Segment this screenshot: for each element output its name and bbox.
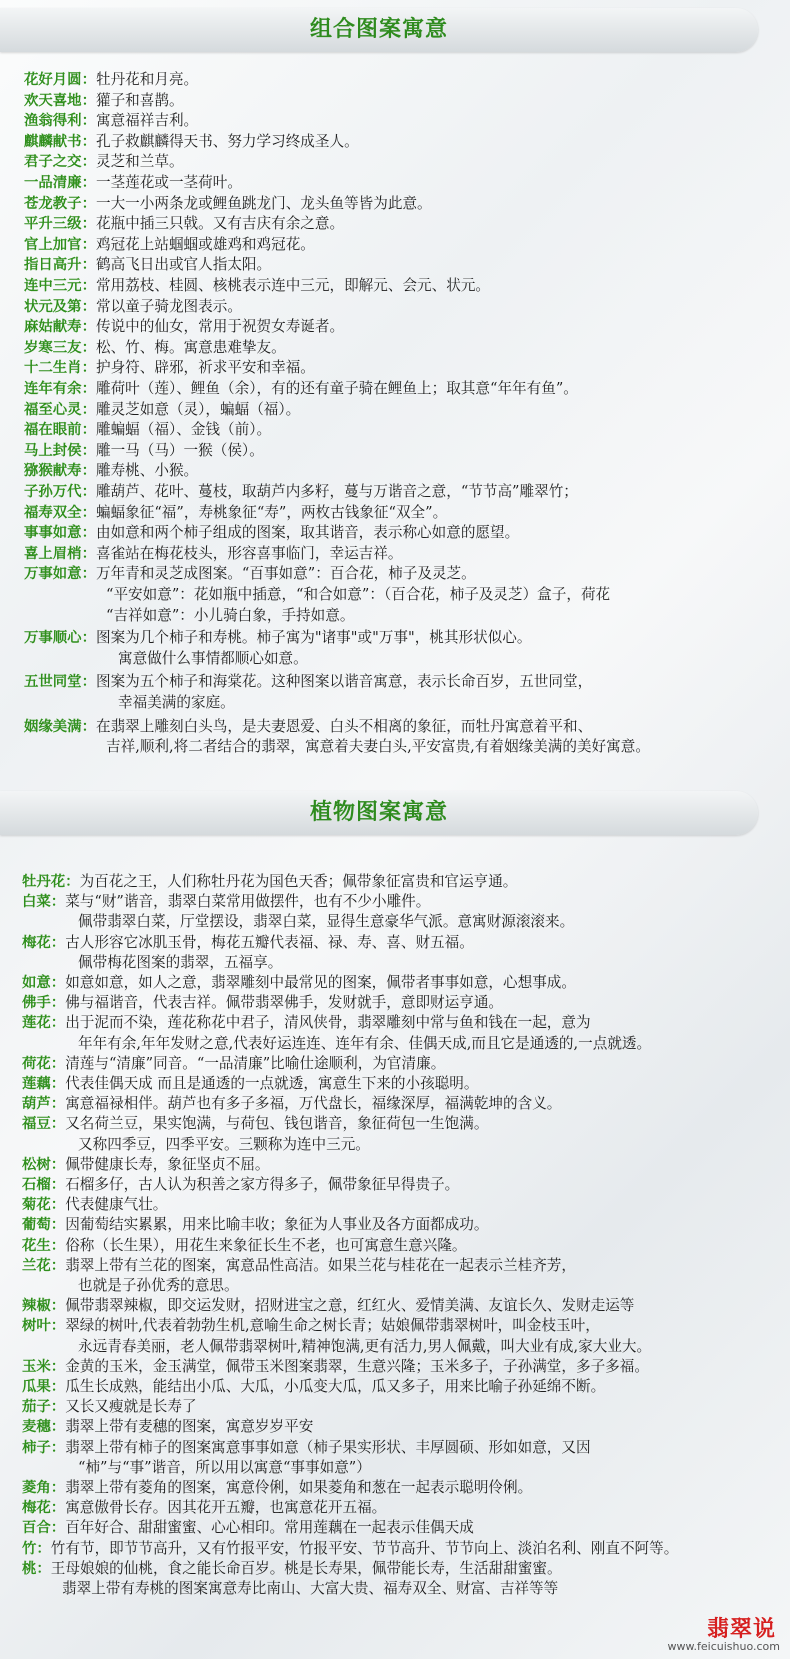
item-term: 花生： bbox=[22, 1237, 66, 1254]
section-banner-combined bbox=[0, 8, 758, 52]
item-term: 欢天喜地： bbox=[24, 92, 96, 109]
item-term: 麻姑献寿： bbox=[24, 319, 96, 336]
item-description: 鸡冠花上站蝈蝈或雄鸡和鸡冠花。 bbox=[95, 235, 315, 253]
item-description-continued: 佩带翡翠白菜，厅堂摆设，翡翠白菜，显得生意豪华气派。意寓财源滚滚来。 bbox=[78, 913, 575, 931]
list-item bbox=[22, 1175, 459, 1195]
item-description: 翡翠上带有柿子的图案寓意事事如意（柿子果实形状、丰厚圆硕、形如如意，又因 bbox=[65, 1438, 591, 1456]
item-term: 菱角： bbox=[22, 1480, 66, 1496]
item-term: 岁寒三友： bbox=[24, 339, 96, 356]
item-term: 兰花： bbox=[22, 1257, 66, 1274]
list-item bbox=[22, 1114, 488, 1134]
item-description-continued: 翡翠上带有寿桃的图案寓意寿比南山、大富大贵、福寿双全、财富、吉祥等等 bbox=[62, 1580, 559, 1597]
item-description: 为百花之王，人们称牡丹花为国色天香；佩带象征富贵和官运亨通。 bbox=[79, 873, 518, 890]
list-item bbox=[24, 544, 402, 564]
list-item bbox=[22, 1438, 591, 1458]
item-description-continued: 吉祥,顺利,将二者结合的翡翠，寓意着夫妻白头,平安富贵,有着姻缘美满的美好寓意。 bbox=[106, 738, 650, 756]
list-item bbox=[22, 1236, 467, 1256]
item-term: 莲藕： bbox=[22, 1076, 66, 1092]
item-description: 松、竹、梅。寓意患难挚友。 bbox=[95, 338, 286, 356]
item-description: 常用荔枝、桂圆、核桃表示连中三元，即解元、会元、状元。 bbox=[95, 277, 491, 294]
item-description: 雕寿桃、小猴。 bbox=[95, 462, 199, 480]
item-description: 一大一小两条龙或鲤鱼跳龙门、龙头鱼等皆为此意。 bbox=[95, 194, 432, 212]
item-description-continued: 也就是子孙优秀的意思。 bbox=[78, 1277, 239, 1294]
item-description: 雕葫芦、花叶、蔓枝，取葫芦内多籽，蔓与万谐音之意，“节节高”雕翠竹； bbox=[95, 483, 578, 500]
item-description-continued: 永远青春美丽，老人佩带翡翠树叶,精神饱满,更有活力,男人佩戴，叫大业有成,家大业大。 bbox=[78, 1337, 652, 1355]
brand-logo: 翡翠说 bbox=[706, 1617, 776, 1642]
item-description-continued: “吉祥如意”：小儿骑白象，手持如意。 bbox=[106, 606, 355, 624]
item-description: 牡丹花和月亮。 bbox=[95, 71, 199, 88]
list-item bbox=[22, 1397, 197, 1417]
item-term: 莲花： bbox=[22, 1015, 66, 1032]
item-description: 花瓶中插三只戟。又有吉庆有余之意。 bbox=[95, 215, 345, 233]
item-description: 百年好合、甜甜蜜蜜、心心相印。常用莲藕在一起表示佳偶天成 bbox=[65, 1519, 474, 1537]
list-item bbox=[22, 1094, 561, 1114]
item-description: 石榴多仔，古人认为积善之家方得多子，佩带象征早得贵子。 bbox=[65, 1176, 460, 1193]
list-item bbox=[24, 132, 359, 152]
list-item bbox=[24, 173, 242, 193]
item-description: 因葡萄结实累累，用来比喻丰收；象征为人事业及各方面都成功。 bbox=[65, 1216, 489, 1234]
item-term: 指日高升： bbox=[24, 257, 96, 274]
item-term: 福在眼前： bbox=[24, 422, 96, 439]
item-term: 如意： bbox=[22, 975, 66, 991]
item-term: 状元及第： bbox=[24, 298, 96, 315]
item-description-continued: “柿”与“事”谐音，所以用以寓意“事事如意”） bbox=[78, 1458, 371, 1476]
item-description: 护身符、辟邪，祈求平安和幸福。 bbox=[95, 359, 315, 377]
item-description-continued: “平安如意”：花如瓶中插意，“和合如意”：（百合花，柿子及灵芝）盒子，荷花 bbox=[106, 586, 611, 603]
item-term: 福豆： bbox=[22, 1116, 66, 1133]
list-item bbox=[24, 482, 578, 502]
section-banner-plants bbox=[0, 791, 758, 835]
item-description: 孔子救麒麟得天书、努力学习终成圣人。 bbox=[95, 132, 359, 150]
item-term: 葫芦： bbox=[22, 1096, 66, 1113]
list-item bbox=[22, 872, 517, 892]
item-term: 瓜果： bbox=[22, 1379, 66, 1395]
item-term: 辣椒： bbox=[22, 1298, 66, 1315]
list-item bbox=[24, 297, 242, 317]
item-description: 翡翠上带有兰花的图案，寓意品性高洁。如果兰花与桂花在一起表示兰桂齐芳， bbox=[65, 1256, 576, 1274]
list-item bbox=[22, 1417, 313, 1437]
list-item bbox=[24, 717, 592, 737]
item-term: 平升三级： bbox=[24, 216, 96, 233]
item-description: 菜与“财”谐音，翡翠白菜常用做摆件，也有不少小雕件。 bbox=[65, 893, 431, 911]
list-item bbox=[22, 1054, 445, 1074]
list-item bbox=[22, 1478, 532, 1498]
list-item bbox=[24, 152, 184, 172]
site-url: www.feicuishuo.com bbox=[667, 1640, 780, 1653]
list-item bbox=[22, 1296, 634, 1316]
item-term: 花好月圆： bbox=[24, 72, 96, 88]
item-term: 松树： bbox=[22, 1156, 66, 1173]
list-item bbox=[24, 255, 271, 275]
list-item bbox=[24, 317, 344, 337]
list-item bbox=[22, 1498, 386, 1518]
item-description: 佩带健康长寿，象征坚贞不屈。 bbox=[65, 1155, 270, 1173]
item-term: 葡萄： bbox=[22, 1217, 66, 1234]
item-term: 柿子： bbox=[22, 1439, 66, 1456]
list-item bbox=[22, 993, 503, 1013]
list-item bbox=[22, 1256, 576, 1276]
list-item bbox=[22, 1539, 678, 1559]
list-item bbox=[24, 503, 447, 523]
item-description: 俗称（长生果），用花生来象征长生不老，也可寓意生意兴隆。 bbox=[65, 1236, 467, 1254]
item-description-continued: 幸福美满的家庭。 bbox=[118, 694, 235, 711]
item-description: 灵芝和兰草。 bbox=[95, 153, 184, 171]
item-description: 代表健康气壮。 bbox=[65, 1196, 168, 1214]
item-description: 图案为五个柿子和海棠花。这种图案以谐音寓意，表示长命百岁，五世同堂， bbox=[95, 673, 593, 691]
item-description: 雕一马（马）一猴（侯）。 bbox=[95, 441, 264, 459]
item-term: 玉米： bbox=[22, 1358, 66, 1375]
list-item bbox=[22, 1013, 591, 1033]
item-term: 渔翁得利： bbox=[24, 113, 96, 130]
list-item bbox=[24, 214, 344, 234]
item-description: 竹有节，即节节高升，又有竹报平安，竹报平安、节节高升、节节向上、淡泊名利、刚直不阿等。 bbox=[50, 1539, 679, 1557]
list-item bbox=[22, 892, 430, 912]
item-description-continued: 年年有余,年年发财之意,代表好运连连、连年有余、佳偶天成,而且它是通透的,一点就透。 bbox=[78, 1034, 652, 1052]
item-description: 佛与福谐音，代表吉祥。佩带翡翠佛手，发财就手，意即财运亨通。 bbox=[65, 994, 504, 1012]
section-title: 组合图案寓意 bbox=[309, 17, 448, 42]
item-term: 马上封侯： bbox=[24, 442, 96, 459]
item-term: 君子之交： bbox=[24, 154, 96, 171]
item-term: 麦穗： bbox=[22, 1419, 66, 1436]
item-description: 古人形容它冰肌玉骨，梅花五瓣代表福、禄、寿、喜、财五福。 bbox=[65, 933, 474, 951]
list-item bbox=[24, 70, 198, 90]
list-item bbox=[24, 441, 264, 461]
item-description: 代表佳偶天成 而且是通透的一点就透，寓意生下来的小孩聪明。 bbox=[65, 1075, 479, 1092]
item-term: 石榴： bbox=[22, 1177, 66, 1193]
list-item bbox=[24, 111, 198, 131]
item-term: 猕猴献寿： bbox=[24, 463, 96, 480]
item-term: 百合： bbox=[22, 1520, 66, 1537]
list-item bbox=[24, 276, 490, 296]
list-item bbox=[22, 933, 474, 953]
item-term: 竹： bbox=[22, 1540, 51, 1557]
item-description: 寓意傲骨长存。因其花开五瓣，也寓意花开五福。 bbox=[65, 1499, 387, 1517]
item-term: 喜上眉梢： bbox=[24, 545, 96, 562]
item-description: 翡翠上带有菱角的图案，寓意伶俐，如果菱角和葱在一起表示聪明伶俐。 bbox=[65, 1479, 533, 1496]
item-term: 麒麟献书： bbox=[24, 133, 96, 150]
list-item bbox=[24, 379, 578, 399]
list-item bbox=[24, 338, 286, 358]
list-item bbox=[22, 1518, 474, 1538]
item-description: 翡翠上带有麦穗的图案，寓意岁岁平安 bbox=[65, 1418, 314, 1436]
item-description: 王母娘娘的仙桃，食之能长命百岁。桃是长寿果，佩带能长寿，生活甜甜蜜蜜。 bbox=[50, 1559, 562, 1577]
item-term: 万事顺心： bbox=[24, 630, 96, 647]
item-term: 梅花： bbox=[22, 1500, 66, 1517]
item-description: 鹤高飞日出或官人指太阳。 bbox=[95, 256, 272, 274]
list-item bbox=[22, 973, 576, 993]
item-term: 树叶： bbox=[22, 1318, 66, 1335]
list-item bbox=[24, 235, 315, 255]
list-item bbox=[22, 1155, 270, 1175]
item-term: 万事如意： bbox=[24, 566, 96, 583]
item-term: 白菜： bbox=[22, 894, 66, 911]
item-term: 菊花： bbox=[22, 1197, 66, 1214]
item-description: 雕蝙蝠（福）、金钱（前）。 bbox=[95, 421, 272, 439]
list-item bbox=[24, 91, 184, 111]
item-term: 福寿双全： bbox=[24, 504, 96, 521]
list-item bbox=[22, 1377, 605, 1397]
item-description: 清莲与“清廉”同音。“一品清廉”比喻仕途顺利，为官清廉。 bbox=[65, 1054, 446, 1072]
list-item bbox=[24, 358, 315, 378]
item-description: 蝙蝠象征“福”，寿桃象征“寿”，两枚古钱象征“双全”。 bbox=[95, 503, 448, 521]
item-term: 福至心灵： bbox=[24, 401, 96, 418]
item-description: 又名荷兰豆，果实饱满，与荷包、钱包谐音，象征荷包一生饱满。 bbox=[65, 1115, 489, 1133]
list-item bbox=[24, 523, 519, 543]
list-item bbox=[22, 1357, 649, 1377]
list-item bbox=[22, 1195, 167, 1215]
list-item bbox=[22, 1215, 488, 1235]
item-term: 五世同堂： bbox=[24, 674, 96, 691]
item-term: 荷花： bbox=[22, 1055, 66, 1072]
item-description: 在翡翠上雕刻白头鸟，是夫妻恩爱、白头不相离的象征，而牡丹寓意着平和、 bbox=[95, 717, 593, 735]
item-description: 一茎莲花或一茎荷叶。 bbox=[95, 174, 242, 191]
item-description: 传说中的仙女，常用于祝贺女寿诞者。 bbox=[95, 318, 345, 336]
list-item bbox=[24, 420, 271, 440]
item-description: 出于泥而不染，莲花称花中君子，清风侠骨，翡翠雕刻中常与鱼和钱在一起，意为 bbox=[65, 1014, 591, 1032]
item-description: 又长又瘦就是长寿了 bbox=[65, 1398, 197, 1416]
item-description: 金黄的玉米，金玉满堂，佩带玉米图案翡翠，生意兴隆；玉米多子，子孙满堂，多子多福。 bbox=[65, 1357, 649, 1375]
item-description: 万年青和灵芝成图案。“百事如意”：百合花，柿子及灵芝。 bbox=[95, 565, 476, 583]
item-term: 茄子： bbox=[22, 1399, 66, 1416]
item-description: 寓意福禄相伴。葫芦也有多子多福，万代盘长，福缘深厚，福满乾坤的含义。 bbox=[65, 1095, 562, 1113]
item-term: 苍龙教子： bbox=[24, 195, 96, 212]
item-description: 由如意和两个柿子组成的图案，取其谐音，表示称心如意的愿望。 bbox=[95, 524, 520, 542]
item-description: 图案为几个柿子和寿桃。柿子寓为"诸事"或"万事"，桃其形状似心。 bbox=[95, 629, 532, 647]
list-item bbox=[22, 1559, 562, 1579]
item-description: 翠绿的树叶,代表着勃勃生机,意喻生命之树长青；姑娘佩带翡翠树叶，叫金枝玉叶， bbox=[65, 1317, 600, 1335]
item-term: 梅花： bbox=[22, 934, 66, 951]
item-term: 十二生肖： bbox=[24, 360, 96, 377]
item-term: 一品清廉： bbox=[24, 175, 96, 191]
item-description: 如意如意，如人之意，翡翠雕刻中最常见的图案，佩带者事事如意，心想事成。 bbox=[65, 974, 576, 991]
list-item bbox=[24, 194, 432, 214]
item-term: 连中三元： bbox=[24, 278, 96, 294]
item-description: 常以童子骑龙图表示。 bbox=[95, 297, 242, 315]
item-description-continued: 佩带梅花图案的翡翠，五福享。 bbox=[78, 953, 283, 971]
item-description-continued: 寓意做什么事情都顺心如意。 bbox=[118, 649, 308, 667]
item-description: 獾子和喜鹊。 bbox=[95, 91, 184, 109]
list-item bbox=[22, 1316, 600, 1336]
item-term: 官上加官： bbox=[24, 236, 96, 253]
list-item bbox=[24, 672, 592, 692]
item-term: 子孙万代： bbox=[24, 484, 96, 500]
item-term: 桃： bbox=[22, 1560, 51, 1577]
list-item bbox=[22, 1074, 478, 1094]
list-item bbox=[24, 564, 476, 584]
item-description: 瓜生长成熟，能结出小瓜、大瓜，小瓜变大瓜，瓜又多子，用来比喻子孙延绵不断。 bbox=[65, 1378, 606, 1395]
item-description-continued: 又称四季豆，四季平安。三颗称为连中三元。 bbox=[78, 1135, 370, 1153]
item-term: 牡丹花： bbox=[22, 874, 80, 890]
list-item bbox=[24, 628, 531, 648]
section-title: 植物图案寓意 bbox=[309, 800, 448, 825]
item-term: 连年有余： bbox=[24, 381, 96, 397]
list-item bbox=[24, 461, 198, 481]
item-term: 事事如意： bbox=[24, 525, 96, 542]
item-description: 佩带翡翠辣椒，即交运发财，招财进宝之意，红红火、爱情美满、友谊长久、发财走运等 bbox=[65, 1297, 635, 1315]
item-term: 佛手： bbox=[22, 995, 66, 1012]
item-description: 雕荷叶（莲）、鲤鱼（余），有的还有童子骑在鲤鱼上；取其意“年年有鱼”。 bbox=[95, 380, 578, 397]
item-description: 喜雀站在梅花枝头，形容喜事临门，幸运吉祥。 bbox=[95, 544, 403, 562]
list-item bbox=[24, 400, 300, 420]
item-description: 寓意福祥吉利。 bbox=[95, 112, 199, 130]
item-term: 姻缘美满： bbox=[24, 718, 96, 735]
item-description: 雕灵芝如意（灵），蝙蝠（福）。 bbox=[95, 400, 301, 418]
